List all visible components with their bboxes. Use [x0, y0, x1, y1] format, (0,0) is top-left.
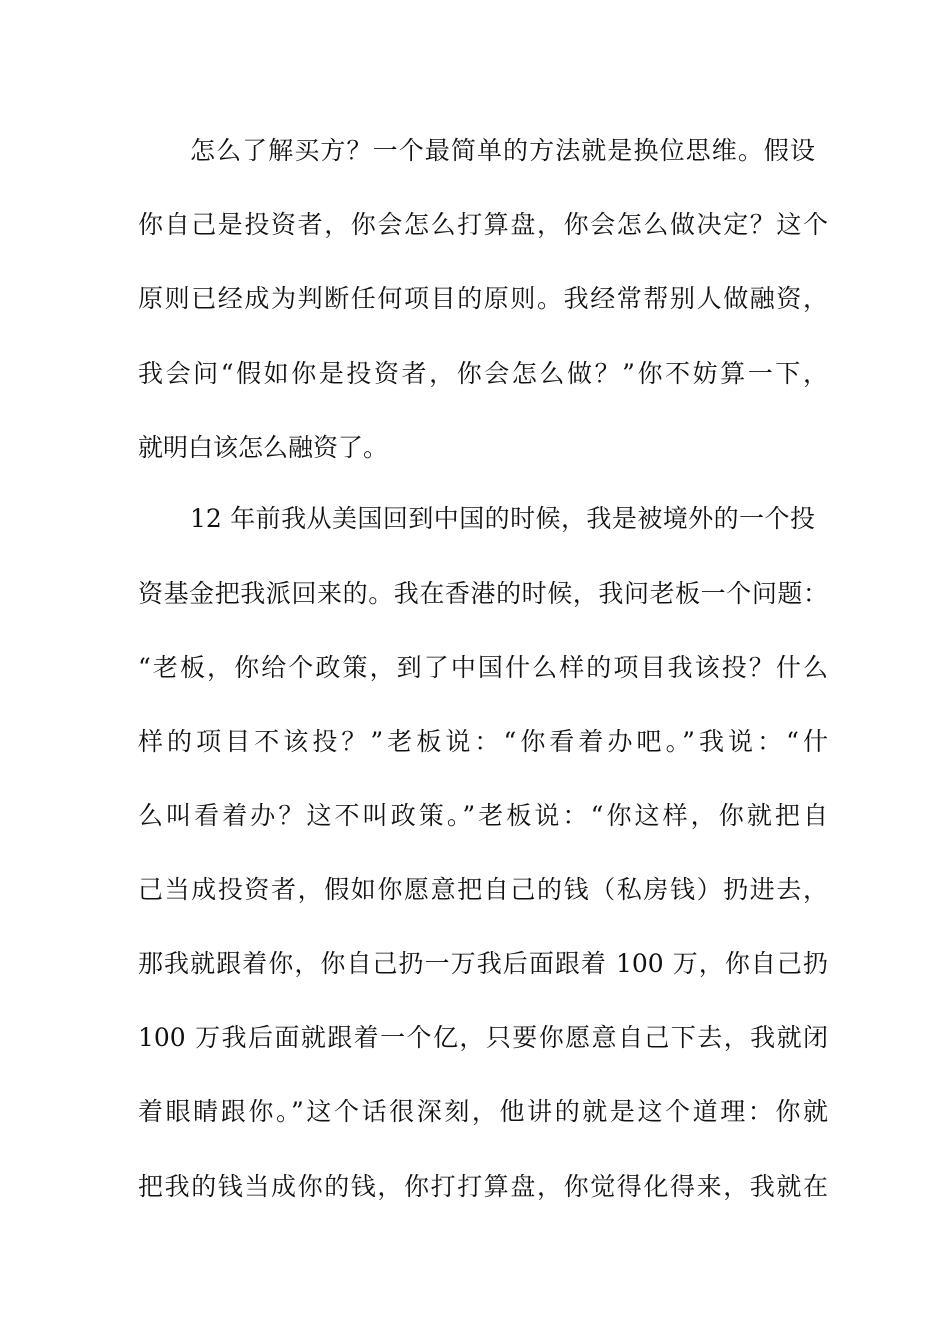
paragraph-2-line-1: 12 年前我从美国回到中国的时候，我是被境外的一个投	[190, 504, 815, 533]
paragraph-1-line-1: 怎么了解买方？一个最简单的方法就是换位思维。假设	[190, 136, 815, 165]
paragraph-2-line-9: 着眼睛跟你。”这个话很深刻，他讲的就是这个道理：你就	[138, 1097, 828, 1126]
paragraph-1-line-5: 就明白该怎么融资了。	[138, 433, 389, 462]
paragraph-2-line-10: 把我的钱当成你的钱，你打打算盘，你觉得化得来，我就在	[138, 1172, 828, 1201]
paragraph-2-line-3: “老板，你给个政策，到了中国什么样的项目我该投？什么	[138, 653, 828, 682]
paragraph-2-line-4: 样的项目不该投？”老板说：“你看着办吧。”我说：“什	[138, 727, 828, 756]
paragraph-2-line-2: 资基金把我派回来的。我在香港的时候，我问老板一个问题：	[138, 579, 828, 608]
paragraph-2-line-7: 那我就跟着你，你自己扔一万我后面跟着 100 万，你自己扔	[138, 949, 828, 978]
paragraph-2-line-5: 么叫看着办？这不叫政策。”老板说：“你这样，你就把自	[138, 801, 828, 830]
paragraph-2-line-6: 己当成投资者，假如你愿意把自己的钱（私房钱）扔进去，	[138, 875, 828, 904]
paragraph-2-line-8: 100 万我后面就跟着一个亿，只要你愿意自己下去，我就闭	[138, 1023, 828, 1052]
paragraph-1-line-3: 原则已经成为判断任何项目的原则。我经常帮别人做融资，	[138, 284, 828, 313]
paragraph-1-line-4: 我会问“假如你是投资者，你会怎么做？”你不妨算一下，	[138, 359, 828, 388]
paragraph-1-line-2: 你自己是投资者，你会怎么打算盘，你会怎么做决定？这个	[138, 210, 828, 239]
